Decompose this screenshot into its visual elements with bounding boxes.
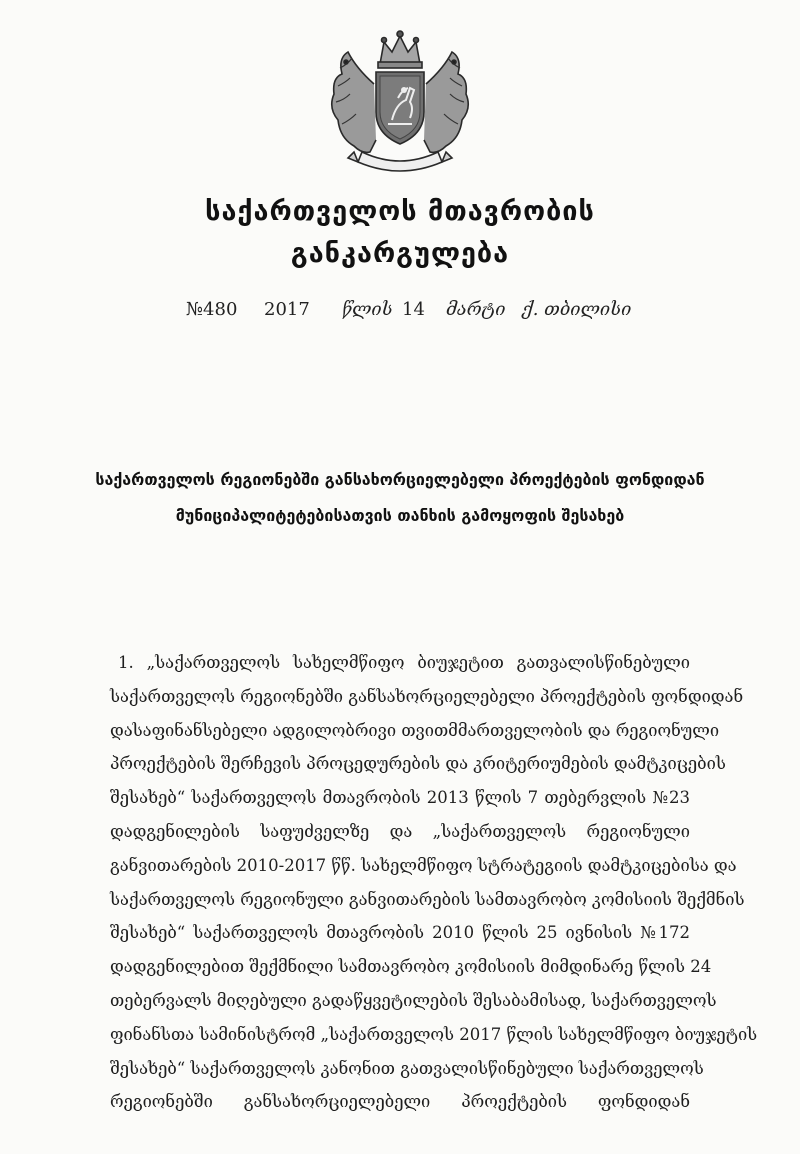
document-city: ქ. თბილისი — [522, 299, 632, 320]
body-line: დადგენილებით შექმნილი სამთავრობო კომისიის მიმდინარე წლის 24 — [110, 957, 712, 977]
body-line: 1. „საქართველოს სახელმწიფო ბიუჯეტით გათვალისწინებული — [118, 653, 690, 672]
body-line: რეგიონებში განსახორციელებელი პროექტების ფონდიდან — [110, 1092, 690, 1112]
document-month: მარტი — [446, 299, 506, 320]
document-meta — [0, 299, 800, 329]
coat-of-arms-icon — [318, 28, 482, 178]
body-line: თებერვალს მიღებული გადაწყვეტილების შესაბამისად, საქართველოს — [110, 990, 717, 1010]
body-line: დასაფინანსებელი ადგილობრივი თვითმმართველობის და რეგიონული — [110, 720, 720, 740]
body-paragraph — [110, 650, 758, 1123]
subject-line-2: მუნიციპალიტეტებისათვის თანხის გამოყოფის შესახებ — [175, 506, 625, 525]
document-number: №480 — [186, 299, 238, 320]
body-line: შესახებ“ საქართველოს მთავრობის 2010 წლის 25 ივნისის №172 — [110, 923, 690, 943]
document-day: 14 — [402, 299, 425, 320]
document-type-title: განკარგულება — [290, 238, 510, 269]
body-line: განვითარების 2010-2017 წწ. სახელმწიფო სტრატეგიის დამტკიცებისა და — [110, 855, 737, 875]
body-line: საქართველოს რეგიონებში განსახორციელებელი პროექტების ფონდიდან — [110, 686, 744, 706]
body-line: პროექტების შერჩევის პროცედურების და კრიტერიუმების დამტკიცების — [110, 754, 726, 774]
year-word: წლის — [342, 299, 393, 320]
body-line: შესახებ“ საქართველოს მთავრობის 2013 წლის 7 თებერვლის №23 — [110, 788, 690, 808]
body-line: საქართველოს რეგიონული განვითარების სამთავრობო კომისიის შექმნის — [110, 889, 745, 909]
body-line: დადგენილების საფუძველზე და „საქართველოს რეგიონული — [110, 821, 690, 841]
document-year: 2017 — [264, 299, 310, 320]
subject-line-1: საქართველოს რეგიონებში განსახორციელებელი პროექტების ფონდიდან — [95, 470, 705, 489]
body-line: ფინანსთა სამინისტრომ „საქართველოს 2017 წლის სახელმწიფო ბიუჯეტის — [110, 1024, 758, 1044]
body-line: შესახებ“ საქართველოს კანონით გათვალისწინებული საქართველოს — [110, 1058, 704, 1078]
government-title: საქართველოს მთავრობის — [205, 196, 595, 227]
